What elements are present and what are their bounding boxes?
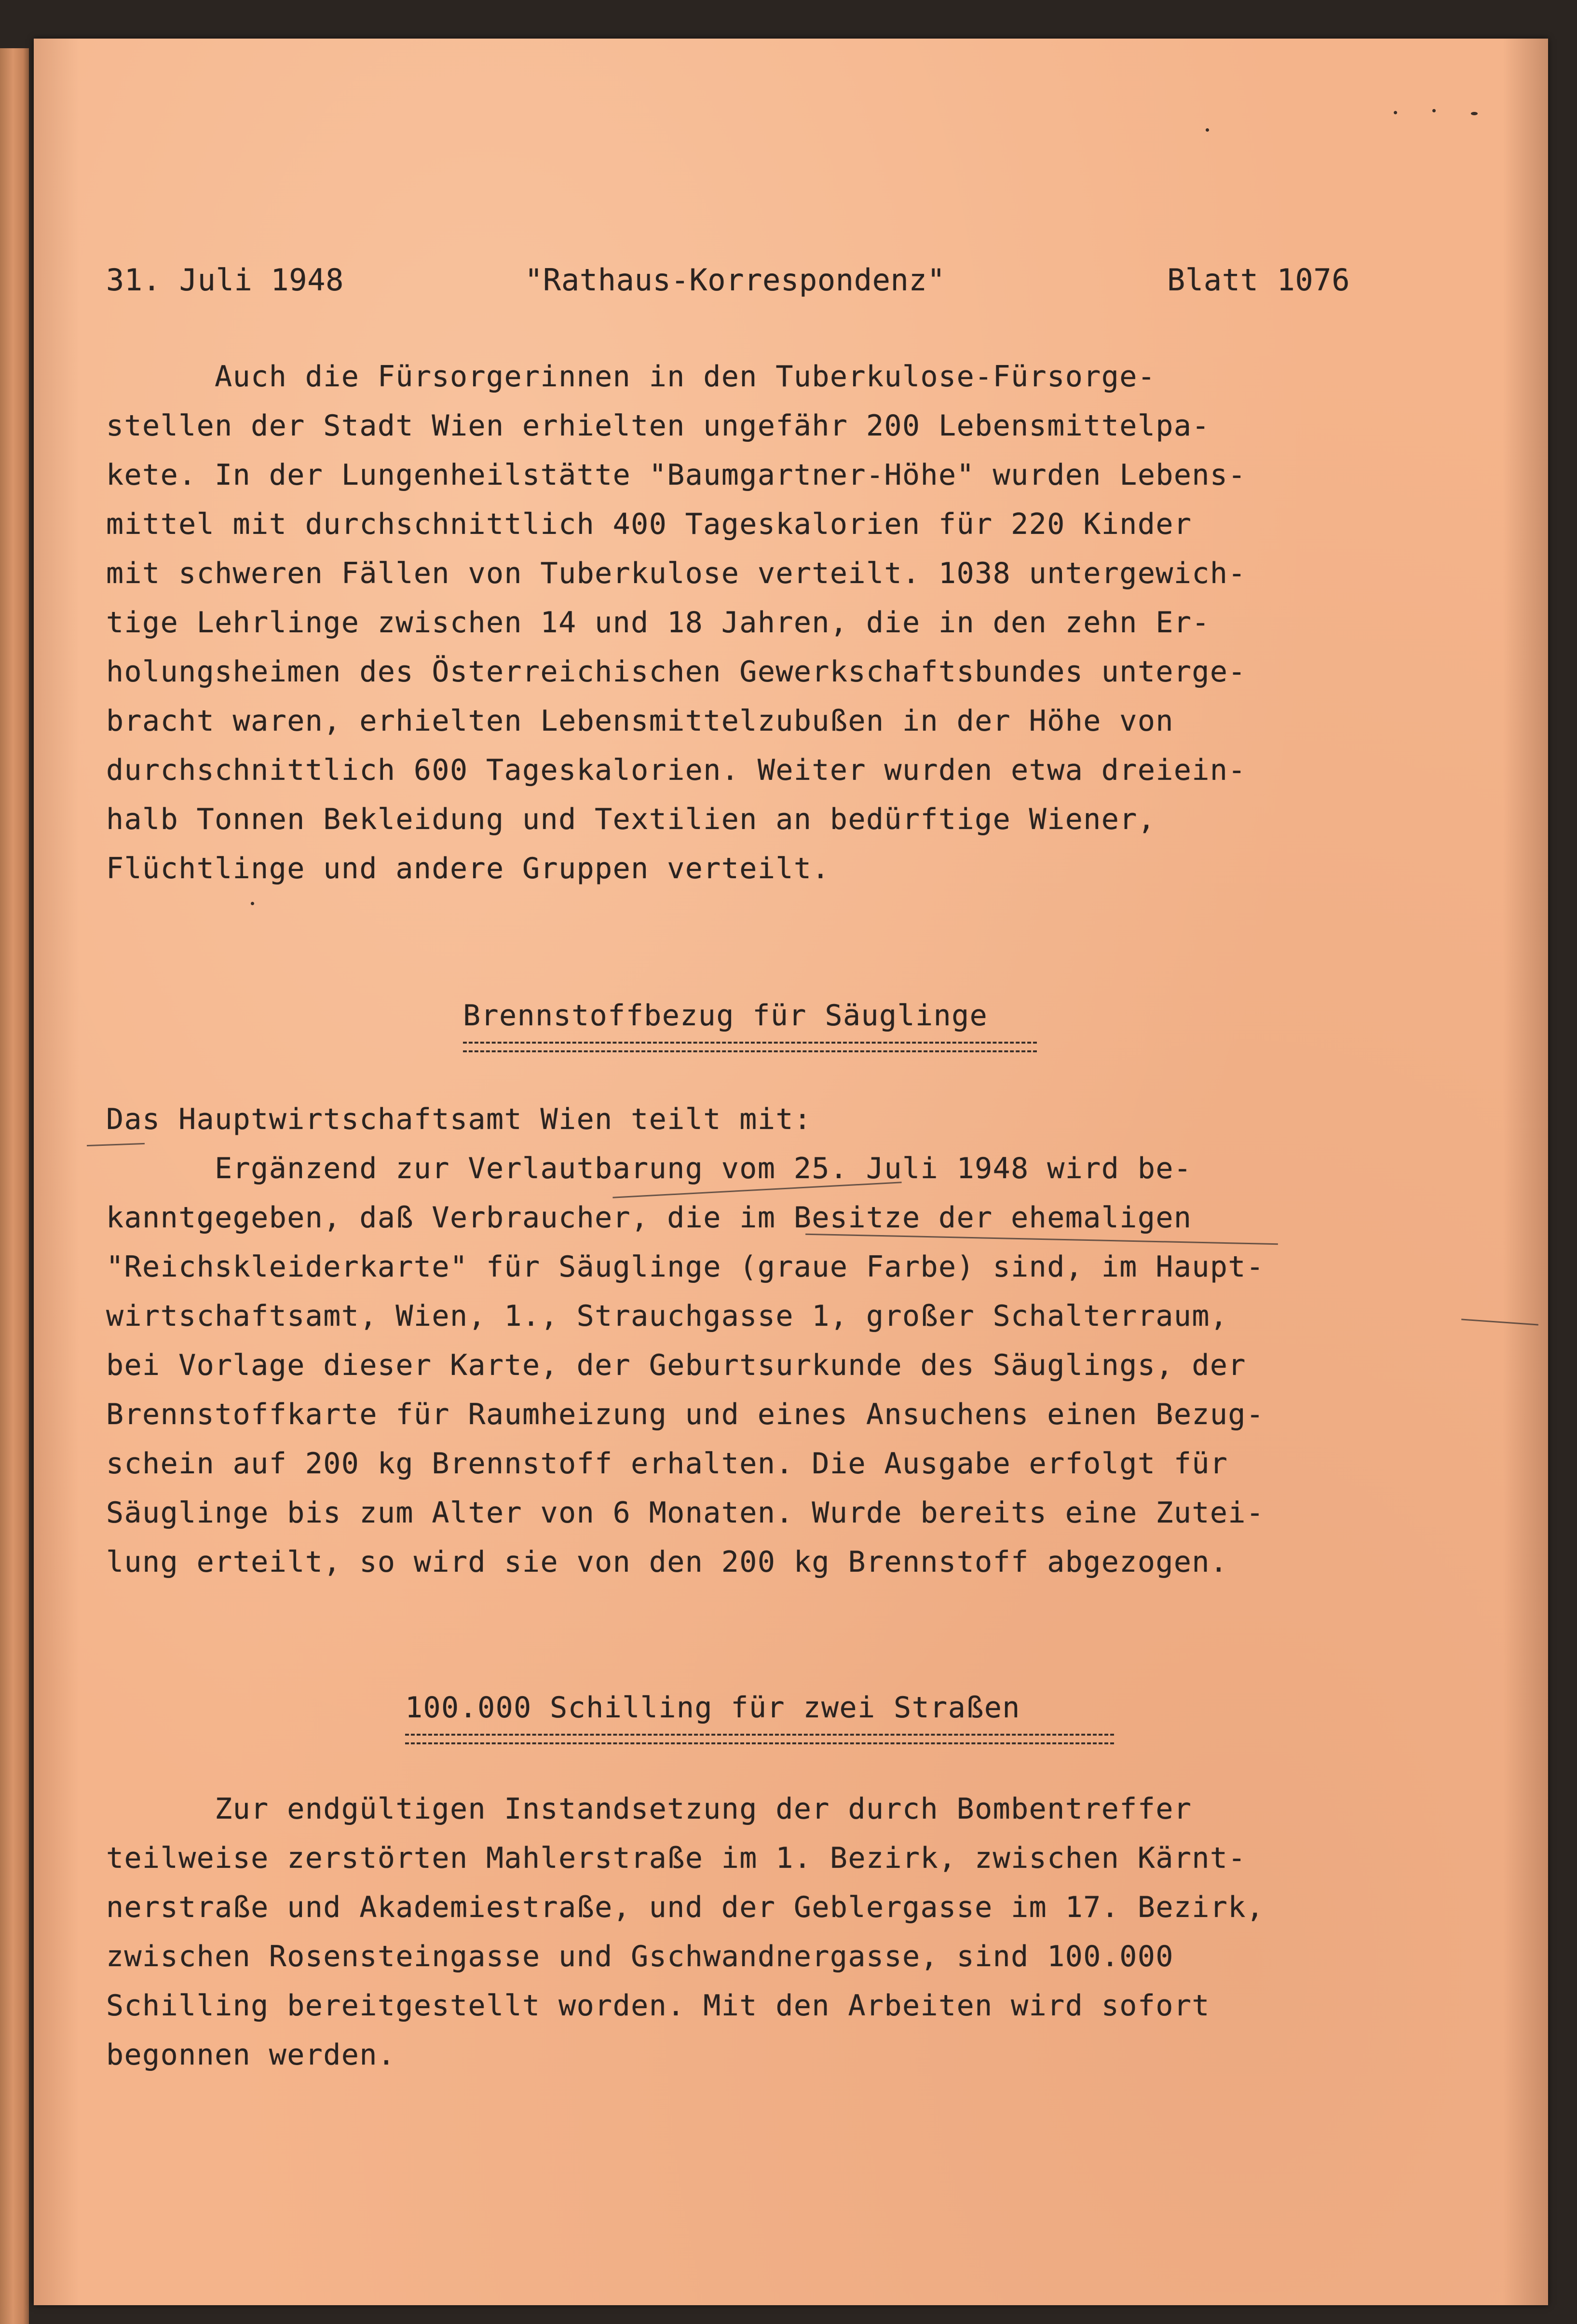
paragraph1-line: stellen der Stadt Wien erhielten ungefähr 200 Lebensmittelpa- — [106, 409, 1210, 443]
ink-speck — [1394, 111, 1397, 114]
section2-line: "Reichskleiderkarte" für Säuglinge (graue Farbe) sind, im Haupt- — [106, 1250, 1264, 1284]
section2-line: Brennstoffkarte für Raumheizung und eines Ansuchens einen Bezug- — [106, 1398, 1264, 1431]
paragraph1-line: bracht waren, erhielten Lebensmittelzubußen in der Höhe von — [106, 704, 1174, 738]
section2-line: kanntgegeben, daß Verbraucher, die im Besitze der ehemaligen — [106, 1201, 1192, 1235]
document-page — [34, 39, 1548, 2305]
section2-line: wirtschaftsamt, Wien, 1., Strauchgasse 1, großer Schalterraum, — [106, 1299, 1228, 1333]
section2-line: bei Vorlage dieser Karte, der Geburtsurkunde des Säuglings, der — [106, 1348, 1246, 1382]
paragraph1-line: mittel mit durchschnittlich 400 Tageskalorien für 220 Kinder — [106, 507, 1192, 541]
section3-heading: 100.000 Schilling für zwei Straßen — [405, 1691, 1020, 1725]
paragraph1-line: Flüchtlinge und andere Gruppen verteilt. — [106, 852, 830, 885]
header-sheet-number: Blatt 1076 — [1167, 262, 1350, 298]
paragraph1-line: Auch die Fürsorgerinnen in den Tuberkulose-Fürsorge- — [106, 360, 1156, 394]
section3-line: begonnen werden. — [106, 2038, 396, 2072]
paragraph1-line: durchschnittlich 600 Tageskalorien. Weiter wurden etwa dreiein- — [106, 753, 1246, 787]
section2-line: Ergänzend zur Verlautbarung vom 25. Juli 1948 wird be- — [106, 1152, 1192, 1185]
paragraph1-line: tige Lehrlinge zwischen 14 und 18 Jahren, die in den zehn Er- — [106, 606, 1210, 639]
ink-speck — [251, 902, 254, 905]
ink-speck — [1206, 128, 1209, 132]
section3-line: teilweise zerstörten Mahlerstraße im 1. Bezirk, zwischen Kärnt- — [106, 1841, 1246, 1875]
section3-line: Zur endgültigen Instandsetzung der durch Bombentreffer — [106, 1792, 1192, 1826]
paragraph1-line: halb Tonnen Bekleidung und Textilien an bedürftige Wiener, — [106, 802, 1156, 836]
section3-line: Schilling bereitgestellt worden. Mit den Arbeiten wird sofort — [106, 1989, 1210, 2023]
section2-heading: Brennstoffbezug für Säuglinge — [463, 999, 988, 1033]
section2-heading-underline — [463, 1042, 1037, 1052]
paragraph1-line: kete. In der Lungenheilstätte "Baumgartner-Höhe" wurden Lebens- — [106, 458, 1246, 492]
adjacent-page-edge — [0, 48, 29, 2324]
section2-intro: Das Hauptwirtschaftsamt Wien teilt mit: — [106, 1102, 812, 1136]
section2-line: Säuglinge bis zum Alter von 6 Monaten. Wurde bereits eine Zutei- — [106, 1496, 1264, 1530]
ink-speck — [1471, 112, 1478, 115]
section3-line: zwischen Rosensteingasse und Gschwandnergasse, sind 100.000 — [106, 1940, 1174, 1973]
pencil-margin-mark — [1461, 1318, 1538, 1325]
header-date: 31. Juli 1948 — [106, 262, 344, 298]
section2-line: schein auf 200 kg Brennstoff erhalten. Die Ausgabe erfolgt für — [106, 1447, 1228, 1481]
section2-line: lung erteilt, so wird sie von den 200 kg Brennstoff abgezogen. — [106, 1545, 1228, 1579]
paragraph1-line: mit schweren Fällen von Tuberkulose verteilt. 1038 untergewich- — [106, 557, 1246, 590]
ink-speck — [1432, 109, 1436, 112]
paragraph1-line: holungsheimen des Österreichischen Gewerkschaftsbundes unterge- — [106, 655, 1246, 689]
section3-heading-underline — [405, 1734, 1114, 1744]
section3-line: nerstraße und Akademiestraße, und der Geblergasse im 17. Bezirk, — [106, 1890, 1264, 1924]
header-publication: "Rathaus-Korrespondenz" — [525, 262, 946, 298]
